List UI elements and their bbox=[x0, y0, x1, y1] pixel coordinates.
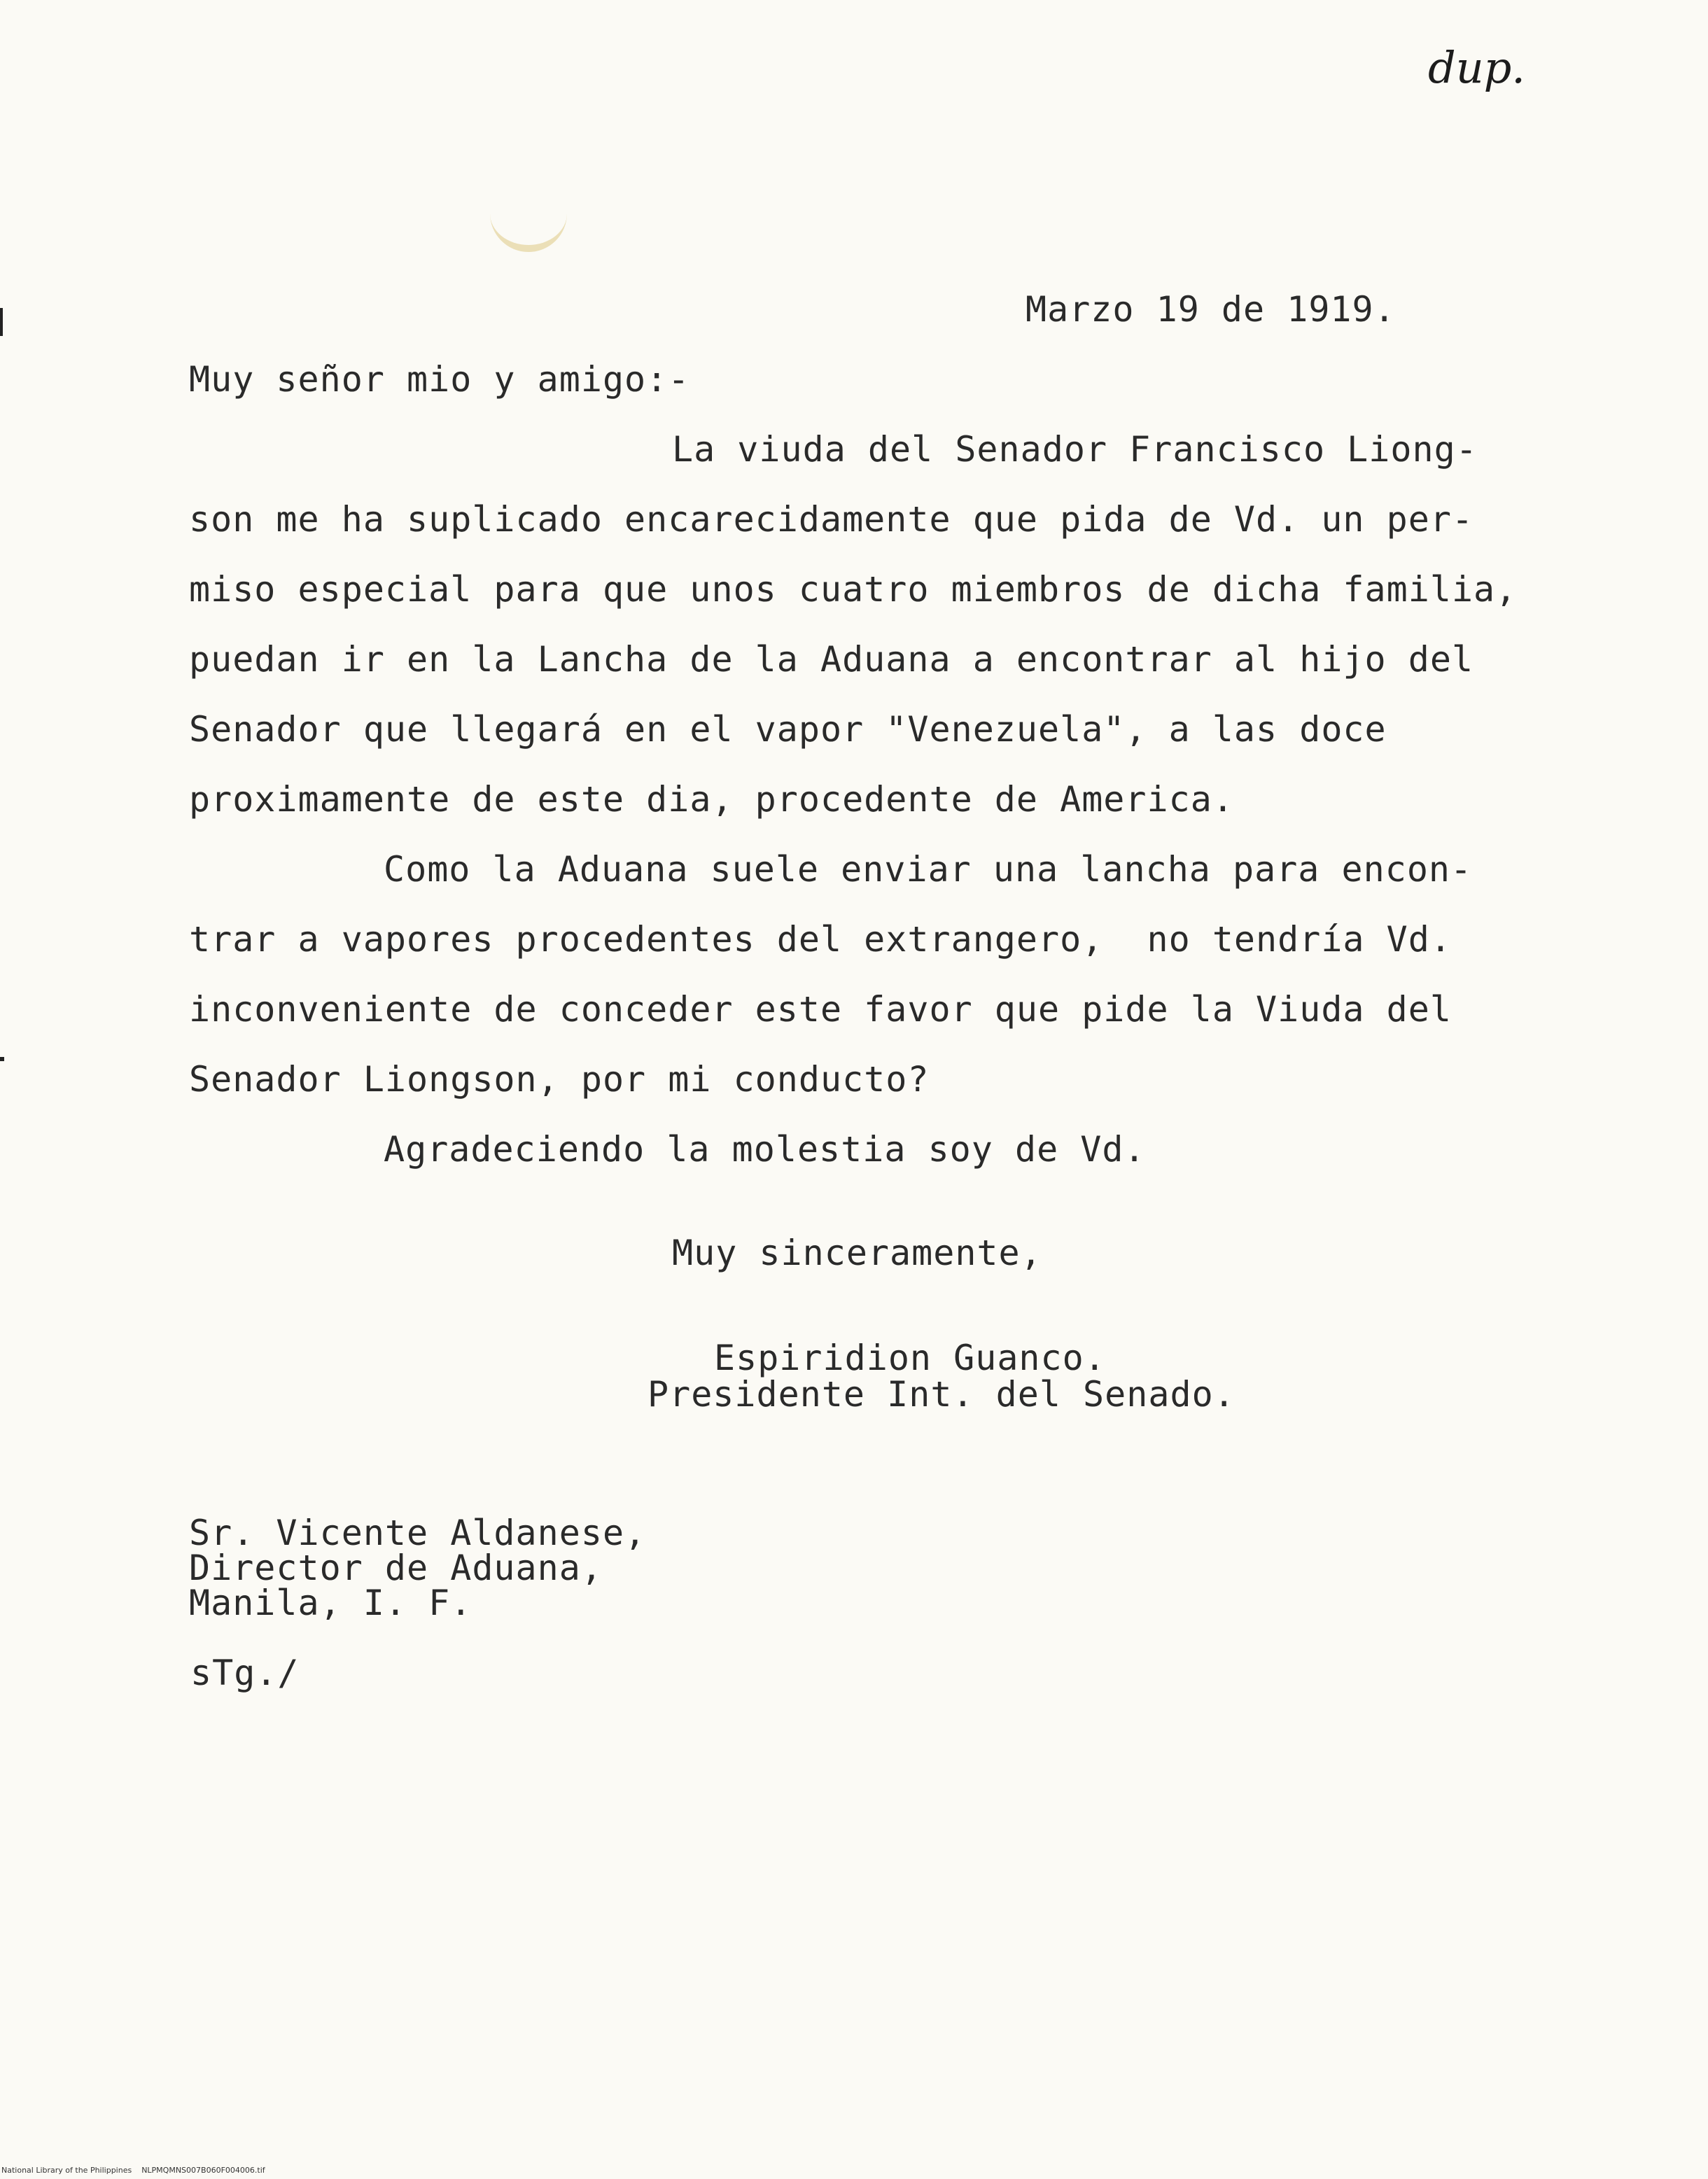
body-line: La viuda del Senador Francisco Liong- bbox=[672, 429, 1478, 470]
addressee-line: Sr. Vicente Aldanese, bbox=[189, 1513, 647, 1553]
body-line: trar a vapores procedentes del extrangero, no tendría Vd. bbox=[189, 919, 1452, 960]
body-line: Agradeciendo la molestia soy de Vd. bbox=[384, 1129, 1146, 1170]
body-line: proximamente de este dia, procedente de America. bbox=[189, 779, 1234, 820]
handwritten-annotation: dup. bbox=[1428, 42, 1526, 93]
letter-date: Marzo 19 de 1919. bbox=[1026, 289, 1396, 330]
body-line: inconveniente de conceder este favor que pide la Viuda del bbox=[189, 989, 1452, 1030]
closing: Muy sinceramente, bbox=[672, 1233, 1042, 1273]
body-line: Senador que llegará en el vapor "Venezuela", a las doce bbox=[189, 709, 1387, 750]
body-line: son me ha suplicado encarecidamente que pida de Vd. un per- bbox=[189, 499, 1474, 540]
body-line: Senador Liongson, por mi conducto? bbox=[189, 1059, 930, 1100]
edge-mark bbox=[0, 308, 3, 336]
body-line: Como la Aduana suele enviar una lancha para encon- bbox=[384, 849, 1473, 890]
edge-mark bbox=[0, 1057, 4, 1061]
salutation: Muy señor mio y amigo:- bbox=[189, 359, 690, 400]
body-line: miso especial para que unos cuatro miembros de dicha familia, bbox=[189, 569, 1518, 610]
body-line: puedan ir en la Lancha de la Aduana a encontrar al hijo del bbox=[189, 639, 1474, 680]
typist-initials: sTg./ bbox=[190, 1653, 300, 1693]
addressee-line: Director de Aduana, bbox=[189, 1548, 603, 1588]
signer-name: Espiridion Guanco. bbox=[714, 1338, 1106, 1378]
paper-stain bbox=[490, 210, 567, 252]
signer-title: Presidente Int. del Senado. bbox=[648, 1374, 1236, 1415]
archive-footer: National Library of the Philippines NLPMQMNS007B060F004006.tif bbox=[1, 2166, 265, 2175]
addressee-line: Manila, I. F. bbox=[189, 1583, 472, 1623]
